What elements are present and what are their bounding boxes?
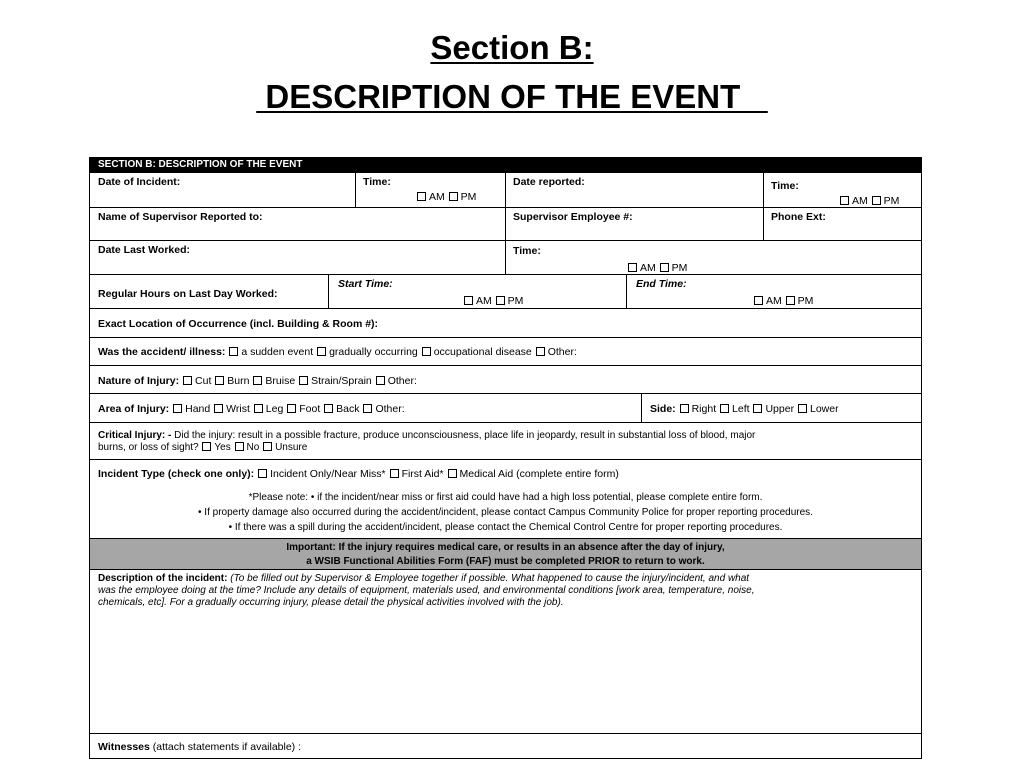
section-title: Section B:	[430, 29, 594, 66]
critical-unsure-checkbox[interactable]	[263, 442, 272, 451]
section-subtitle: DESCRIPTION OF THE EVENT	[256, 78, 768, 115]
accident-row: Was the accident/ illness: a sudden event gradually occurring occupational disease Other:	[98, 346, 577, 358]
description-line3: chemicals, etc]. For a gradually occurring injury, please detail the physical activities involved with the job).	[98, 597, 564, 608]
right-checkbox[interactable]	[680, 404, 689, 413]
note-2: • If property damage also occurred during the accident/incident, please contact Campus Community Police for proper reporting procedures.	[198, 507, 813, 518]
description-line1: Description of the incident: (To be filled out by Supervisor & Employee together if possible. What happened to cause the injury/incident, and what	[98, 573, 750, 584]
pm-checkbox-2[interactable]	[872, 196, 881, 205]
back-checkbox[interactable]	[324, 404, 333, 413]
sudden-event-checkbox[interactable]	[229, 347, 238, 356]
am-checkbox-2[interactable]	[840, 196, 849, 205]
area-other-checkbox[interactable]	[363, 404, 372, 413]
cut-checkbox[interactable]	[183, 376, 192, 385]
note-3: • If there was a spill during the accident/incident, please contact the Chemical Control Centre for proper reporting procedures.	[228, 522, 783, 533]
foot-checkbox[interactable]	[287, 404, 296, 413]
supervisor-employee-label: Supervisor Employee #:	[513, 211, 633, 223]
form-header-text: SECTION B: DESCRIPTION OF THE EVENT	[98, 159, 303, 170]
side-row: Side: Right Left Upper Lower	[650, 403, 839, 415]
end-time-label: End Time:	[636, 278, 687, 290]
wrist-checkbox[interactable]	[214, 404, 223, 413]
time-label-3: Time:	[513, 245, 541, 257]
gradually-occurring-checkbox[interactable]	[317, 347, 326, 356]
description-field[interactable]	[90, 610, 921, 732]
date-last-worked-label: Date Last Worked:	[98, 244, 190, 256]
witnesses-row: Witnesses (attach statements if available) :	[98, 741, 302, 753]
critical-no-checkbox[interactable]	[235, 442, 244, 451]
nature-other-checkbox[interactable]	[376, 376, 385, 385]
incident-form: SECTION B: DESCRIPTION OF THE EVENT Date of Incident: Time: AM PM Date reported: Time: AM PM Name of Supervisor Reported to: Supervisor Employee #: Phone Ext: Date Last Worked: Time: AM PM Regular Hours on Last Day Worked: Start Time: AM PM End Time: AM PM Exact Location of Occurrence (incl. Building & Room #): Was the accident/ illness: a sudden event gradually occurring occupational disease Other: Nature of Injury: Cut Burn Bruise Strain/Sprain Other: Area of Injury: Hand Wrist Leg Foot Back Other: Side: Right Left Upper Lower Critical Injury: - Did the injury: result in a possible fracture, produce unconsciousness, place life in jeopardy, result in substantial loss of blood, major burns, or loss of sight? Yes No Unsure Incident Type (check one only): Incident Only/Near Miss* First Aid* Medical Aid (complete entire form) *Please note: • if the incident/near miss or first aid could have had a high loss potential, please complete entire form. • If property damage also occurred during the accident/incident, please contact Campus Community Police for proper reporting procedures. • If there was a spill during the accident/incident, please contact the Chemical Control Centre for proper reporting procedures. Important: If the injury requires medical care, or results in an absence after the day of injury, a WSIB Functional Abilities Form (FAF) must be completed PRIOR to return to work. Description of the incident: (To be filled out by Supervisor & Employee together if possible. What happened to cause the injury/incident, and what was the employee doing at the time? Include any details of equipment, materials used, and environmental conditions [work area, temperature, noise, chemicals, etc]. For a gradually occurring injury, please detail the physical activities involved with the job). Witnesses (attach statements if available) :	[89, 157, 922, 759]
important-line1: Important: If the injury requires medical care, or results in an absence after the day of injury,	[286, 542, 725, 553]
description-line2: was the employee doing at the time? Include any details of equipment, materials used, and environmental conditions [work area, temperature, noise,	[98, 585, 755, 596]
am-checkbox-1[interactable]	[417, 192, 426, 201]
burn-checkbox[interactable]	[215, 376, 224, 385]
critical-injury-line1: Critical Injury: - Did the injury: result in a possible fracture, produce unconsciousness, place life in jeopardy, result in substantial loss of blood, major	[98, 430, 756, 441]
nature-row: Nature of Injury: Cut Burn Bruise Strain/Sprain Other:	[98, 375, 417, 387]
start-time-label: Start Time:	[338, 278, 393, 290]
area-row: Area of Injury: Hand Wrist Leg Foot Back Other:	[98, 403, 405, 415]
occupational-disease-checkbox[interactable]	[422, 347, 431, 356]
date-of-incident-label: Date of Incident:	[98, 176, 181, 188]
am-checkbox-3[interactable]	[628, 263, 637, 272]
time-label-2: Time:	[771, 180, 799, 192]
bruise-checkbox[interactable]	[253, 376, 262, 385]
near-miss-checkbox[interactable]	[258, 469, 267, 478]
pm-checkbox-5[interactable]	[786, 296, 795, 305]
note-1: *Please note: • if the incident/near miss or first aid could have had a high loss potential, please complete entire form.	[248, 492, 763, 503]
first-aid-checkbox[interactable]	[390, 469, 399, 478]
medical-aid-checkbox[interactable]	[448, 469, 457, 478]
time-label-1: Time:	[363, 176, 391, 188]
pm-checkbox-1[interactable]	[449, 192, 458, 201]
phone-ext-label: Phone Ext:	[771, 211, 826, 223]
regular-hours-label: Regular Hours on Last Day Worked:	[98, 288, 278, 300]
pm-checkbox-4[interactable]	[496, 296, 505, 305]
leg-checkbox[interactable]	[254, 404, 263, 413]
critical-yes-checkbox[interactable]	[202, 442, 211, 451]
date-reported-label: Date reported:	[513, 176, 585, 188]
am-checkbox-4[interactable]	[464, 296, 473, 305]
exact-location-label: Exact Location of Occurrence (incl. Building & Room #):	[98, 318, 379, 330]
incident-type-row: Incident Type (check one only): Incident Only/Near Miss* First Aid* Medical Aid (complete entire form)	[98, 468, 619, 480]
hand-checkbox[interactable]	[173, 404, 182, 413]
supervisor-name-label: Name of Supervisor Reported to:	[98, 211, 263, 223]
upper-checkbox[interactable]	[753, 404, 762, 413]
critical-injury-line2: burns, or loss of sight? Yes No Unsure	[98, 442, 308, 453]
accident-other-checkbox[interactable]	[536, 347, 545, 356]
pm-checkbox-3[interactable]	[660, 263, 669, 272]
left-checkbox[interactable]	[720, 404, 729, 413]
am-checkbox-5[interactable]	[754, 296, 763, 305]
strain-sprain-checkbox[interactable]	[299, 376, 308, 385]
important-line2: a WSIB Functional Abilities Form (FAF) must be completed PRIOR to return to work.	[306, 556, 705, 567]
lower-checkbox[interactable]	[798, 404, 807, 413]
